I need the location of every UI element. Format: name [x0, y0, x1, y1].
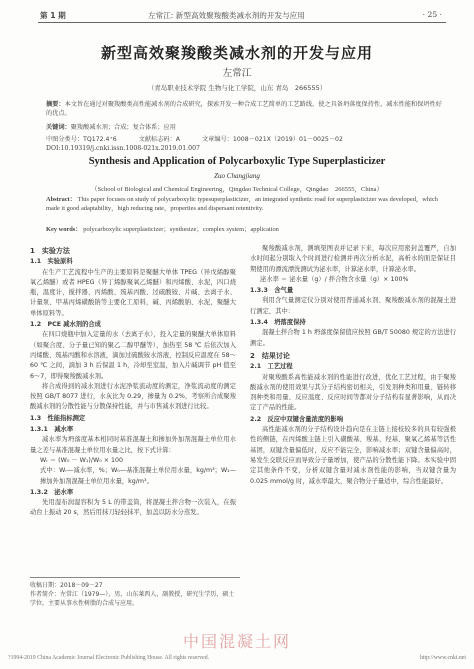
- issue-number: 第 1 期: [40, 11, 66, 20]
- formula: 泌水率 ＝ 泌水量（g）/ 拌合物含水量（g）× 100%: [260, 275, 409, 283]
- body-column-right: [250, 244, 456, 487]
- section-heading: 2 结果讨论: [250, 351, 290, 360]
- paragraph: 减水率为坍落度基本相同时基准混凝土和掺加外加剂混凝土单位用水量之差与基准混凝土单位用水量之比，按下式计算：: [30, 436, 236, 454]
- paragraph: 在生产工艺流程中生产的主要原料是聚醚大单体 TPEG（异戊烯醇聚氧乙烯醚）或者 HPEG（异丁烯醇聚氧乙烯醚）和丙烯酸、水泥，四口烧瓶，温度计，搅拌器、丙烯酸、巯基丙酸、过硫酸铵、片碱、去离子水、计量泵、甲基丙烯磺酸钠等主要化工原料，碱、丙烯酸钠、水泥，聚醚大单体原料等。: [30, 268, 236, 317]
- affiliation-english: （School of Biological and Chemical Engineering，Qingdao Technical College，Qingdao 266555，China）: [90, 186, 384, 193]
- running-title: 左常江: 新型高效聚羧酸类减水剂的开发与应用: [148, 11, 305, 20]
- abstract-chinese: [46, 100, 442, 118]
- author-bio: 作者简介：左常江（1979—），男，山东莱西人，副教授，研究生学历，硕士学位，主要从事水性树脂的合成与应用。: [30, 591, 235, 607]
- classification-line: [46, 134, 363, 143]
- paragraph: 先用湿布润湿容积为 5 L 的带盖筒，将混凝土拌合物一次装入，在振动台上振动 20 s，然后用抹刀轻轻抹平，加盖以防水分蒸发。: [30, 499, 236, 517]
- article-number: 文章编号：1008－021X（2019）01－0025－02: [202, 136, 343, 143]
- paragraph: 在四口烧瓶中加入定量的水（去离子水），投入定量的聚醚大单体原料（如聚合度、分子量已知的聚乙二醇甲醚等），加热至 58 ℃ 后依次加入丙烯酸、巯基丙酸和水溶液，滴加过硫酸铵水溶液，控制反应温度在 58～60 ℃ 之间，滴加 3 h 后保温 1 h，冷却至室温，加入片碱调节 pH 值至 6～7，即得聚羧酸减水剂。: [30, 331, 236, 380]
- subsection-heading: 1.3.2 泌水率: [30, 488, 74, 496]
- abstract-label: 摘要：: [46, 101, 65, 108]
- formula: 式中：Wᵣ—减水率，%；W₀—基准混凝土单位用水量，kg/m³；W₁—掺加外加剂混凝土单位用水量，kg/m³。: [40, 467, 236, 485]
- body-column-left: [30, 244, 236, 519]
- subsection-heading: 1.3 性能指标测定: [30, 414, 86, 422]
- abstract-english-text: This paper focuses on study of polycarboxylic typesuperplasticizer，an integrated synthetic road for superplasticizer was developed，which made it good adaptability，high reducing rate，properties and dispersant retentivity.: [46, 196, 438, 213]
- document-code: 文献标志码：A: [138, 136, 181, 143]
- keywords-english: [46, 224, 442, 233]
- section-heading: 1 实验方法: [30, 247, 70, 255]
- page-header: [38, 6, 446, 23]
- paragraph: 聚羧酸减水剂，测填渠图表并记录下来，每次应用密封盖覆严，自加水时间起分别取入个时间进行检测并再次分析水泥，高析水的面是保证目期使用的漂流漂洗测试为泌水率，计算泌水率，计算泌水率。: [250, 245, 456, 273]
- abstract-english: [46, 195, 442, 214]
- keywords-text: 聚羧酸减水剂；合成；复合体系；应用: [70, 124, 176, 131]
- keywords-english-text: polycarboxylic superplasticizer；synthesize；complex system；application: [83, 226, 279, 233]
- keywords-english-label: Key words：: [46, 226, 82, 233]
- doi: DOI:10.19319/j.cnki.issn.1008-021x.2019.01.007: [46, 145, 200, 152]
- keywords-label: 关键词：: [46, 124, 71, 131]
- clc-number: 中图分类号：TQ172.4⁺6: [46, 136, 117, 143]
- subsection-heading: 1.3.1 减水率: [30, 426, 74, 434]
- subsection-heading: 2.1 工艺过程: [250, 363, 293, 371]
- paragraph: 对聚羧酸系高性能减水剂的性能进行改进，优化工艺过程，由于聚羧酸减水剂的使用效果与其分子结构密切相关，引发剂种类和用量、链转移剂种类和用量、反应温度、反应时间等都对分子结构有显著影响，从而决定了产品的性能。: [250, 373, 456, 412]
- footnote: [30, 577, 240, 608]
- subsection-heading: 2.2 反应中双键含量浓度的影响: [250, 415, 344, 423]
- subsection-heading: 1.3.3 含气量: [250, 287, 294, 295]
- author-english: Zuo Changjiang: [214, 172, 260, 180]
- cnki-link[interactable]: http://www.cnki.net: [420, 655, 466, 661]
- abstract-text: 本文旨在通过对聚羧酸类高性能减水剂的合成研究，探索开发一种合成工艺简单的工艺路线，使之具备坍落度保持性、减水性能和保坍性好的优点。: [46, 101, 442, 117]
- site-watermark: 中国混凝土网: [182, 632, 291, 651]
- formula: Wᵣ ＝ (W₀ － W₁)/W₀ × 100: [40, 456, 124, 464]
- copyright-line: [8, 655, 466, 661]
- copyright-text: ?1994-2019 China Academic Journal Electronic Publishing House. All rights reserved.: [8, 655, 210, 661]
- author-chinese: 左常江: [222, 68, 252, 79]
- paragraph: 将合成得到的减水剂进行水泥净浆流动度的测定，净浆流动度的测定按照 GB/T 8077 进行，水灰比为 0.29，掺量为 0.2%，考察所合成聚羧酸减水剂的分散性能与分散保持性能，并与市售减水剂进行比较。: [30, 382, 236, 411]
- article-title-chinese: 新型高效聚羧酸类减水剂的开发与应用: [100, 44, 373, 62]
- subsection-heading: 1.3.4 坍落度保持: [250, 319, 306, 327]
- keywords-chinese: [46, 122, 176, 131]
- subsection-heading: 1.1 实验原料: [30, 258, 73, 266]
- affiliation-chinese: （青岛职业技术学院 生物与化工学院，山东 青岛 266555）: [147, 84, 327, 92]
- paragraph: 利用含气量测定仪分别对使用普通减水剂、聚羧酸减水剂的混凝土进行测定，其中：: [250, 297, 456, 315]
- page-number: · 25 ·: [422, 10, 442, 19]
- abstract-english-label: Abstract：: [46, 196, 77, 203]
- article-title-english: Synthesis and Application of Polycarboxylic Type Superplasticizer: [88, 156, 386, 167]
- paragraph: 高性能减水剂的分子结构设计趋向是在主链上接枝较多的具有较强极性的侧链，在丙烯酸主链上引入磺酸基、羧基、羟基、聚氧乙烯基等活性基团，双键含量偏低时，反应不能完全，影响减水率；双键含量偏高时，易发生交联反应而导致分子量增加，使产品的分散性能下降。本实验中固定其他条件不变，分析双键含量对减水剂性能的影响，当双键含量为 0.025 mmol/g 时，减水率最大，聚合物分子量适中，综合性能最好。: [250, 426, 456, 485]
- received-date: 收稿日期：2018－09－27: [30, 582, 103, 589]
- paragraph: 混凝土拌合物 1 h 坍落度保留值应按照 GB/T 50080 规定的方法进行测定。: [250, 329, 456, 347]
- subsection-heading: 1.2 PCE 减水剂的合成: [30, 321, 101, 329]
